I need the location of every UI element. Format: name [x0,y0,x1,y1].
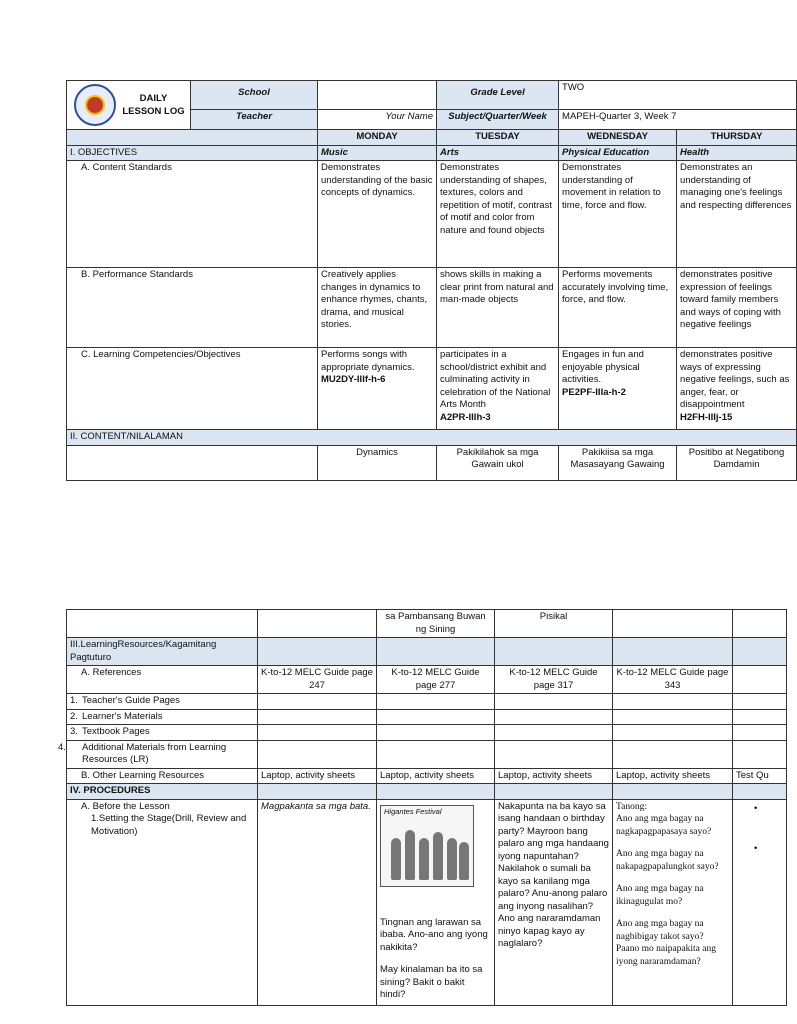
performance-standards-tuesday: shows skills in making a clear print from natural and man-made objects [437,268,559,348]
teacher-label: Teacher [191,110,318,130]
references-thursday: K-to-12 MELC Guide page 343 [613,666,733,694]
day-header-empty [67,130,318,146]
competencies-tuesday: participates in a school/district exhibit and culminating activity in celebration of the National Arts Month A2PR-IIIh-3 [437,348,559,430]
content-standards-monday: Demonstrates understanding of the basic concepts of dynamics. [318,161,437,268]
continuation-wednesday: Pisikal [495,610,613,638]
resource-row-label: 2. Learner's Materials [67,709,258,725]
subject-music: Music [318,145,437,161]
lesson-log-table-1 [66,80,797,481]
content-standards-label: A. Content Standards [67,161,318,268]
setting-stage-tuesday [377,799,495,1005]
other-resources-thursday: Laptop, activity sheets [613,768,733,784]
competencies-thursday: demonstrates positive ways of expressing negative feelings, such as anger, fear, or disappointment H2FH-IIIj-15 [677,348,797,430]
teacher-value: Your Name [318,110,437,130]
content-wednesday: Pakikiisa sa mga Masasayang Gawaing [559,445,677,480]
other-resources-label: B. Other Learning Resources [67,768,258,784]
tuesday-question: May kinalaman ba ito sa sining? Bakit o bakit hindi? [380,964,483,1000]
deped-seal-logo [74,84,116,126]
references-monday: K-to-12 MELC Guide page 247 [258,666,377,694]
day-wednesday: WEDNESDAY [559,130,677,146]
resource-row-label: 3. Textbook Pages [67,725,258,741]
continuation-tuesday: sa Pambansang Buwan ng Sining [377,610,495,638]
grade-level-value: TWO [559,81,797,110]
tuesday-prompt: Tingnan ang larawan sa ibaba. Ano-ano ang iyong nakikita? [380,916,488,953]
setting-stage-friday [733,799,787,1005]
school-label: School [191,81,318,110]
content-tuesday: Pakikilahok sa mga Gawain ukol [437,445,559,480]
subject-health: Health [677,145,797,161]
grade-level-label: Grade Level [437,81,559,110]
setting-stage-monday: Magpakanta sa mga bata. [258,799,377,1005]
friday-column-clip [732,127,768,479]
subject-label: Subject/Quarter/Week [437,110,559,130]
other-resources-tuesday: Laptop, activity sheets [377,768,495,784]
continuation-label-empty [67,610,258,638]
references-label: A. References [67,666,258,694]
day-tuesday: TUESDAY [437,130,559,146]
day-monday: MONDAY [318,130,437,146]
subject-arts: Arts [437,145,559,161]
continuation-monday [258,610,377,638]
bullet: • [754,843,758,854]
resource-row-label: 4. Additional Materials from Learning Resources (LR) [67,740,258,768]
continuation-friday [733,610,787,638]
setting-stage-wednesday: Nakapunta na ba kayo sa isang handaan o birthday party? Mayroon bang palaro ang mga handaang iyong napuntahan? Nakilahok o sumali ba kayo sa kanilang mga palaro? Anu-anong palaro ang inyong nasalihan? Ano ang nararamdaman ninyo kapag kayo ay naglalaro? [495,799,613,1005]
bullet: • [754,802,758,814]
competencies-monday: Performs songs with appropriate dynamics. MU2DY-IIIf-h-6 [318,348,437,430]
content-thursday: Positibo at Negatibong Damdamin [677,445,797,480]
content-standards-thursday: Demonstrates an understanding of managing one's feelings and respecting differences [677,161,797,268]
learning-resources-label: III.LearningResources/Kagamitang Pagtuturo [67,638,258,666]
lesson-log-table-2 [58,609,787,1006]
setting-stage-thursday: Tanong: Ano ang mga bagay na nagkapagpapasaya sayo? Ano ang mga bagay na nakapagpapalungkot sayo? Ano ang mga bagay na ikinagugulat mo? Ano ang mga bagay na nagbibigay takot sayo? Paano mo naipapakita ang iyong nararamdaman? [613,799,733,1005]
daily-lesson-log-title: DAILY LESSON LOG [122,93,185,117]
competency-code: A2PR-IIIh-3 [440,411,491,423]
subject-pe: Physical Education [559,145,677,161]
other-resources-monday: Laptop, activity sheets [258,768,377,784]
performance-standards-label: B. Performance Standards [67,268,318,348]
content-standards-wednesday: Demonstrates understanding of movement in relation to time, force and flow. [559,161,677,268]
references-friday [733,666,787,694]
competency-code: MU2DY-IIIf-h-6 [321,374,386,385]
content-standards-tuesday: Demonstrates understanding of shapes, textures, colors and repetition of motif, contrast of motif and color from nature and found objects [437,161,559,268]
content-empty [67,445,318,480]
day-thursday: THURSDAY [677,130,797,146]
higantes-festival-image: Higantes Festival [380,805,474,887]
competencies-wednesday: Engages in fun and enjoyable physical activities. PE2PF-IIIa-h-2 [559,348,677,430]
logo-cell [67,81,191,130]
objectives-label: I. OBJECTIVES [67,145,318,161]
continuation-thursday [613,610,733,638]
performance-standards-monday: Creatively applies changes in dynamics to enhance rhymes, chants, drama, and musical stories. [318,268,437,348]
content-label: II. CONTENT/NILALAMAN [67,430,797,446]
other-resources-wednesday: Laptop, activity sheets [495,768,613,784]
competency-code: PE2PF-IIIa-h-2 [562,386,626,398]
competencies-label: C. Learning Competencies/Objectives [67,348,318,430]
competency-code: H2FH-IIIj-15 [680,411,733,423]
content-monday: Dynamics [318,445,437,480]
references-wednesday: K-to-12 MELC Guide page 317 [495,666,613,694]
procedures-label: IV. PROCEDURES [67,784,258,800]
resource-row-label: 1. Teacher's Guide Pages [67,694,258,710]
school-value [318,81,437,110]
references-tuesday: K-to-12 MELC Guide page 277 [377,666,495,694]
other-resources-friday: Test Qu [733,768,787,784]
before-lesson-label: A. Before the Lesson 1.Setting the Stage(Drill, Review and Motivation) [67,799,258,1005]
performance-standards-wednesday: Performs movements accurately involving time, force, and flow. [559,268,677,348]
performance-standards-thursday: demonstrates positive expression of feelings toward family members and ways of coping with negative feelings [677,268,797,348]
subject-value: MAPEH-Quarter 3, Week 7 [559,110,797,130]
